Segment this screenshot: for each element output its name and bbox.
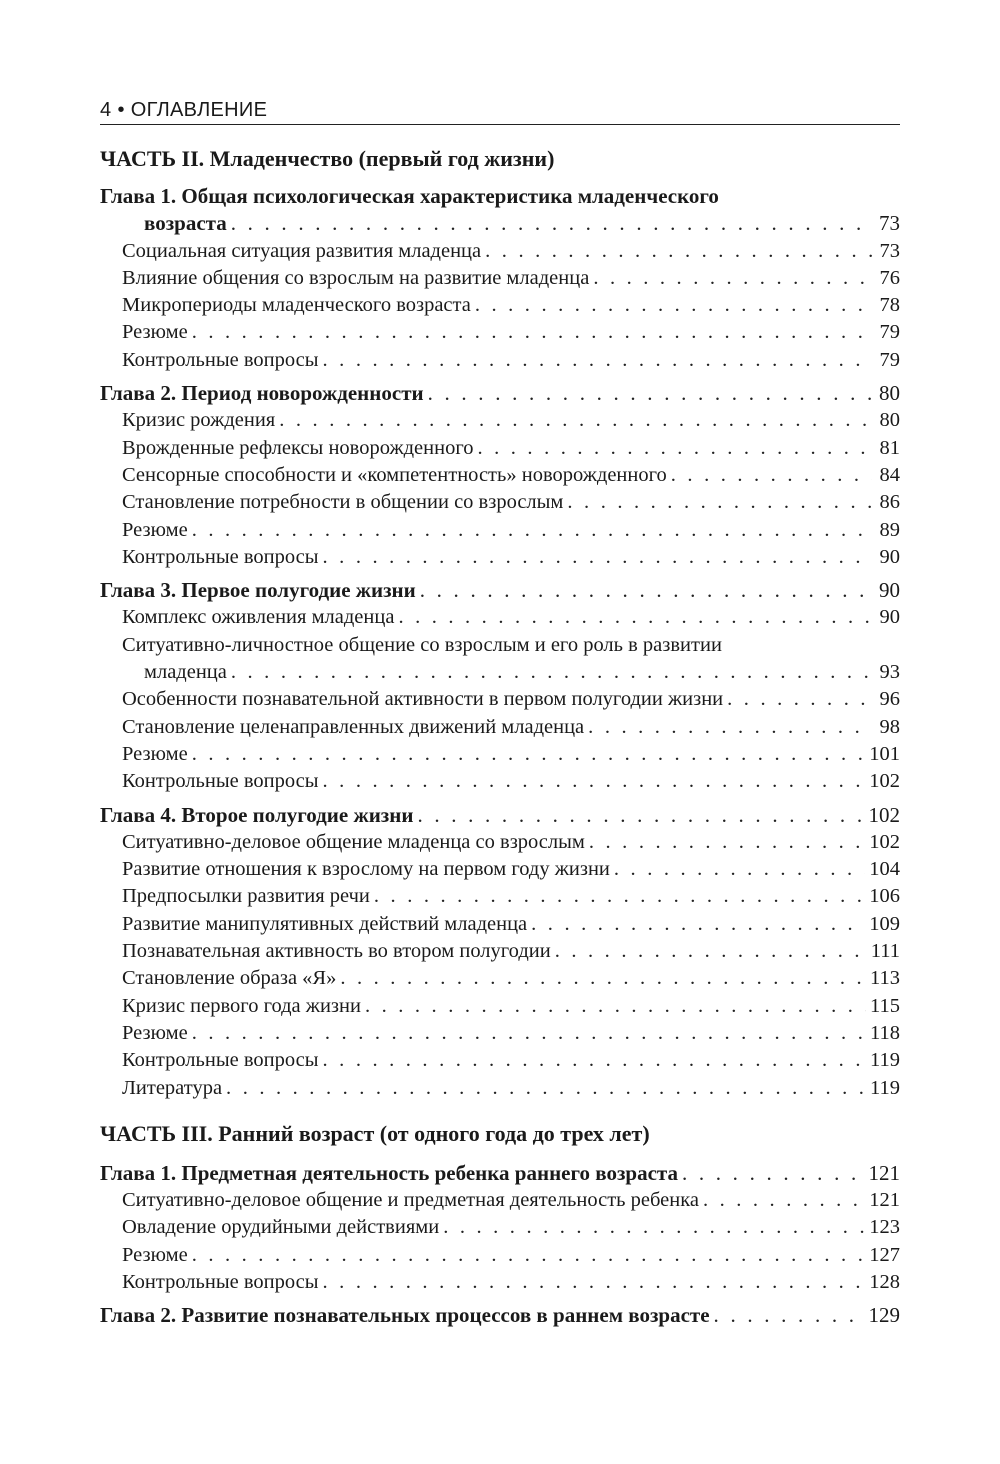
page-ref: 96: [879, 688, 900, 711]
page-ref: 102: [869, 830, 900, 853]
entry-title: Предпосылки развития речи: [122, 885, 370, 908]
running-head: [100, 96, 900, 125]
leader-dots: [192, 517, 872, 544]
leader-dots: [477, 435, 872, 462]
page-ref: 128: [869, 1270, 900, 1293]
page-ref: 78: [879, 294, 900, 317]
entry-title: Становление потребности в общении со взрослым: [122, 491, 564, 514]
page-ref: 90: [879, 606, 900, 629]
leader-dots: [323, 1269, 866, 1296]
leader-dots: [443, 1214, 865, 1241]
page-ref: 121: [868, 1160, 900, 1185]
leader-dots: [614, 856, 865, 883]
toc-entry[interactable]: [100, 1214, 900, 1241]
toc-entry[interactable]: [100, 993, 900, 1020]
chapter-entry[interactable]: [100, 210, 900, 237]
entry-title: Кризис рождения: [122, 409, 276, 432]
leader-dots: [192, 741, 866, 768]
toc-entry[interactable]: [100, 319, 900, 346]
entry-title: Особенности познавательной активности в первом полугодии жизни: [122, 688, 724, 711]
entry-title: Резюме: [122, 1021, 188, 1044]
toc-entry[interactable]: [100, 604, 900, 631]
entry-title: Кризис первого года жизни: [122, 994, 361, 1017]
chapter-title: Глава 1. Предметная деятельность ребенка раннего возраста: [100, 1160, 678, 1185]
entry-title: Становление образа «Я»: [122, 967, 337, 990]
entry-title: Врожденные рефлексы новорожденного: [122, 436, 474, 459]
leader-dots: [323, 347, 872, 374]
page-ref: 98: [879, 715, 900, 738]
page-ref: 111: [870, 940, 900, 963]
toc-entry[interactable]: [100, 659, 900, 686]
leader-dots: [714, 1302, 865, 1329]
page-ref: 90: [879, 545, 900, 568]
leader-dots: [555, 938, 867, 965]
chapter-entry[interactable]: [100, 1302, 900, 1329]
entry-title: Развитие отношения к взрослому на первом году жизни: [122, 858, 610, 881]
toc-page: [100, 96, 900, 1330]
toc-entry[interactable]: [100, 238, 900, 265]
running-title: ОГЛАВЛЕНИЕ: [130, 99, 268, 121]
entry-title-line: Ситуативно-личностное общение со взрослым и его роль в развитии: [122, 633, 722, 656]
page-ref: 81: [879, 436, 900, 459]
page-ref: 119: [870, 1076, 900, 1099]
page-ref: 80: [879, 409, 900, 432]
leader-dots: [192, 319, 872, 346]
entry-title: Ситуативно-деловое общение и предметная деятельность ребенка: [122, 1189, 699, 1212]
chapter-title: Глава 2. Развитие познавательных процессов в раннем возрасте: [100, 1303, 710, 1328]
part-heading: ЧАСТЬ III. Ранний возраст (от одного года до трех лет): [100, 1120, 650, 1146]
chapter-entry[interactable]: [100, 802, 900, 829]
entry-title: Комплекс оживления младенца: [122, 606, 395, 629]
page-ref: 129: [868, 1303, 900, 1328]
leader-dots: [593, 265, 872, 292]
entry-title: Ситуативно-деловое общение младенца со взрослым: [122, 830, 585, 853]
leader-dots: [475, 292, 872, 319]
page-ref: 76: [879, 266, 900, 289]
entry-title: Контрольные вопросы: [122, 545, 319, 568]
leader-dots: [340, 965, 866, 992]
leader-dots: [192, 1242, 866, 1269]
page-ref: 89: [879, 518, 900, 541]
toc-entry[interactable]: [100, 911, 900, 938]
leader-dots: [398, 604, 872, 631]
entry-title: Резюме: [122, 321, 188, 344]
leader-dots: [323, 1047, 866, 1074]
entry-title: Контрольные вопросы: [122, 1270, 319, 1293]
chapter-title-line: Глава 1. Общая психологическая характеристика младенческого: [100, 184, 719, 208]
leader-dots: [428, 380, 872, 407]
chapter-entry[interactable]: [100, 380, 900, 407]
page-ref: 79: [879, 321, 900, 344]
toc-entry[interactable]: [100, 347, 900, 374]
page-ref: 86: [879, 491, 900, 514]
page-ref: 118: [870, 1021, 900, 1044]
entry-title: Познавательная активность во втором полугодии: [122, 940, 551, 963]
leader-dots: [417, 802, 864, 829]
entry-title: Социальная ситуация развития младенца: [122, 239, 482, 262]
entry-title: Становление целенаправленных движений младенца: [122, 715, 585, 738]
leader-dots: [374, 883, 865, 910]
bullet-icon: •: [117, 99, 125, 121]
toc-entry[interactable]: [100, 1187, 900, 1214]
page-ref: 79: [879, 348, 900, 371]
leader-dots: [727, 686, 872, 713]
page-number: 4: [100, 99, 112, 121]
page-ref: 102: [868, 802, 900, 827]
leader-dots: [671, 462, 872, 489]
page-ref: 101: [869, 742, 900, 765]
entry-title: Микропериоды младенческого возраста: [122, 294, 471, 317]
toc-entry[interactable]: [100, 435, 900, 462]
toc-entry[interactable]: [100, 829, 900, 856]
page-ref: 102: [869, 770, 900, 793]
page-ref: 104: [869, 858, 900, 881]
leader-dots: [682, 1160, 865, 1187]
toc-entry[interactable]: [100, 1020, 900, 1047]
leader-dots: [531, 911, 865, 938]
leader-dots: [231, 210, 872, 237]
entry-title: Литература: [122, 1076, 223, 1099]
entry-title: Сенсорные способности и «компетентность» новорожденного: [122, 463, 667, 486]
entry-title: Резюме: [122, 1243, 188, 1266]
toc-entry[interactable]: [100, 714, 900, 741]
toc-entry[interactable]: [100, 292, 900, 319]
toc-entry[interactable]: [100, 462, 900, 489]
chapter-title: возраста: [144, 211, 227, 236]
page-ref: 121: [869, 1189, 900, 1212]
entry-title: Контрольные вопросы: [122, 1049, 319, 1072]
entry-title: Резюме: [122, 518, 188, 541]
page-ref: 73: [879, 239, 900, 262]
leader-dots: [589, 829, 865, 856]
toc-entry[interactable]: [100, 768, 900, 795]
entry-title: младенца: [144, 661, 227, 684]
page-ref: 84: [879, 463, 900, 486]
page-ref: 73: [879, 211, 900, 236]
leader-dots: [588, 714, 872, 741]
toc-entry[interactable]: [100, 883, 900, 910]
leader-dots: [279, 407, 872, 434]
page-ref: 80: [879, 381, 900, 406]
page-ref: 109: [869, 912, 900, 935]
toc-entry[interactable]: [100, 686, 900, 713]
leader-dots: [567, 489, 872, 516]
chapter-entry[interactable]: [100, 1160, 900, 1187]
page-ref: 106: [869, 885, 900, 908]
entry-title: Развитие манипулятивных действий младенца: [122, 912, 528, 935]
toc-entry[interactable]: [100, 856, 900, 883]
leader-dots: [703, 1187, 865, 1214]
part-heading: ЧАСТЬ II. Младенчество (первый год жизни): [100, 146, 555, 171]
leader-dots: [323, 768, 866, 795]
toc-entry[interactable]: [100, 1047, 900, 1074]
chapter-title: Глава 3. Первое полугодие жизни: [100, 578, 416, 603]
entry-title: Контрольные вопросы: [122, 770, 319, 793]
toc-entry[interactable]: [100, 1269, 900, 1296]
page-ref: 115: [870, 994, 900, 1017]
chapter-entry[interactable]: [100, 577, 900, 604]
toc-entry[interactable]: [100, 938, 900, 965]
toc-entry[interactable]: [100, 517, 900, 544]
page-ref: 123: [869, 1216, 900, 1239]
entry-title: Резюме: [122, 742, 188, 765]
leader-dots: [231, 659, 872, 686]
leader-dots: [365, 993, 866, 1020]
chapter-title: Глава 4. Второе полугодие жизни: [100, 802, 414, 827]
toc-entry[interactable]: [100, 741, 900, 768]
toc-entry[interactable]: [100, 265, 900, 292]
leader-dots: [192, 1020, 866, 1047]
chapter-title: Глава 2. Период новорожденности: [100, 381, 424, 406]
toc-entry[interactable]: [100, 407, 900, 434]
toc-entry[interactable]: [100, 1242, 900, 1269]
toc-entry[interactable]: [100, 544, 900, 571]
page-ref: 93: [879, 661, 900, 684]
leader-dots: [226, 1075, 866, 1102]
toc-entry[interactable]: [100, 965, 900, 992]
toc-entry[interactable]: [100, 489, 900, 516]
page-ref: 113: [870, 967, 900, 990]
page-ref: 127: [869, 1243, 900, 1266]
leader-dots: [420, 577, 872, 604]
entry-title: Овладение орудийными действиями: [122, 1216, 440, 1239]
page-ref: 90: [879, 578, 900, 603]
entry-title: Контрольные вопросы: [122, 348, 319, 371]
entry-title: Влияние общения со взрослым на развитие младенца: [122, 266, 590, 289]
page-ref: 119: [870, 1049, 900, 1072]
leader-dots: [485, 238, 872, 265]
toc-entry[interactable]: [100, 1075, 900, 1102]
leader-dots: [323, 544, 872, 571]
